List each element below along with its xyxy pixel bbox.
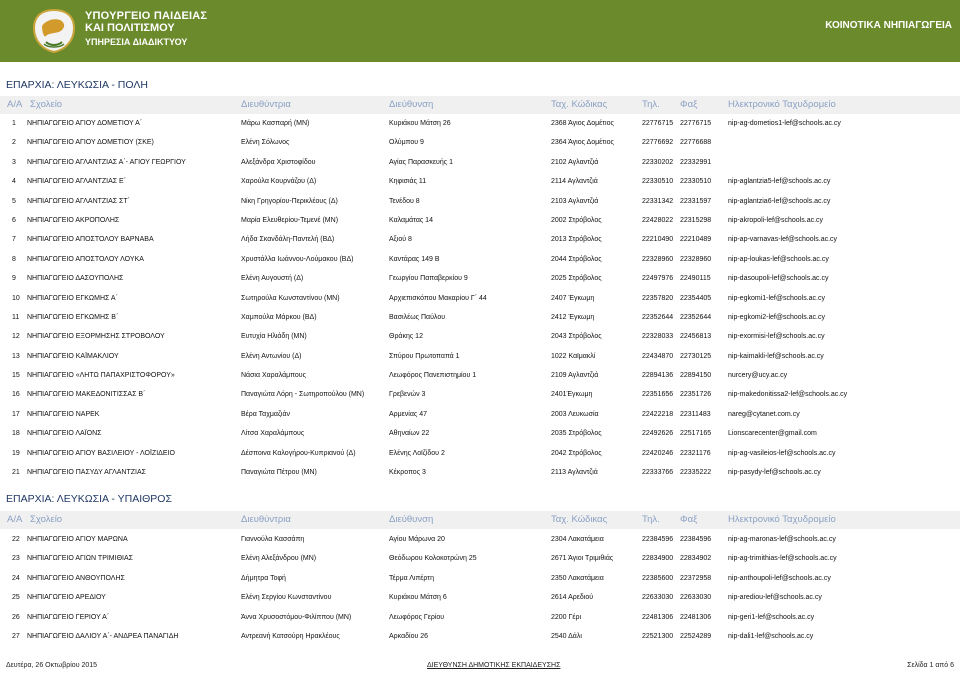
- email: nip-exormisi-lef@schools.ac.cy: [728, 333, 825, 341]
- address: Ολύμπου 9: [389, 139, 424, 147]
- phone: 22351656: [642, 391, 674, 399]
- row-number: 27: [12, 632, 20, 640]
- school-name: ΝΗΠΙΑΓΩΓΕΙΟ ΛΑΪΟΝΣ: [27, 430, 102, 438]
- col-num-header: Α/Α: [7, 99, 23, 110]
- col-num-header: Α/Α: [7, 514, 23, 525]
- email: nip-pasydy-lef@schools.ac.cy: [728, 469, 821, 477]
- email: nip-anthoupoli-lef@schools.ac.cy: [728, 574, 831, 582]
- table-header: [0, 96, 960, 114]
- row-number: 13: [12, 352, 20, 360]
- postal-code: 2200 Γέρι: [551, 613, 582, 621]
- row-number: 26: [12, 613, 20, 621]
- row-number: 22: [12, 536, 20, 543]
- address: Αγίου Μάρωνα 20: [389, 536, 445, 543]
- phone: 22521300: [642, 632, 674, 640]
- address: Θεόδωρου Κολοκοτρώνη 25: [389, 555, 477, 563]
- footer-page-number: Σελίδα 1 από 6: [907, 662, 954, 669]
- email: nip-ap-loukas-lef@schools.ac.cy: [728, 255, 829, 263]
- principal-name: Λήδα Σκανδάλη-Παντελή (ΒΔ): [241, 236, 335, 244]
- email: nip-egkomi2-lef@schools.ac.cy: [728, 313, 825, 321]
- principal-name: Ελένη Αντωνίου (Δ): [241, 352, 302, 360]
- col-postal-header: Ταχ. Κώδικας: [551, 99, 608, 110]
- table-row: [0, 368, 960, 387]
- fax: 22351726: [680, 391, 712, 399]
- table-row: [0, 252, 960, 271]
- school-name: ΝΗΠΙΑΓΩΓΕΙΟ ΑΓΙΩΝ ΤΡΙΜΙΘΙΑΣ: [27, 555, 133, 563]
- address: Ελένης Λοϊζίδου 2: [389, 449, 445, 457]
- postal-code: 2614 Αρεδιού: [551, 594, 594, 602]
- address: Τενέδου 8: [389, 197, 420, 205]
- row-number: 24: [12, 574, 20, 582]
- ministry-line-2: ΚΑΙ ΠΟΛΙΤΙΣΜΟΥ: [85, 22, 175, 34]
- school-name: ΝΗΠΙΑΓΩΓΕΙΟ ΕΓΚΩΜΗΣ Β΄: [27, 313, 119, 321]
- principal-name: Νίκη Γρηγορίου-Περικλέους (Δ): [241, 197, 338, 205]
- phone: 22834900: [642, 555, 674, 563]
- phone: 22384596: [642, 536, 674, 543]
- fax: 22328960: [680, 255, 712, 263]
- email: nip-arediou-lef@schools.ac.cy: [728, 594, 822, 602]
- email: nip-aglantzia6-lef@schools.ac.cy: [728, 197, 831, 205]
- principal-name: Αλεξάνδρα Χριστοφίδου: [241, 158, 316, 166]
- row-number: 5: [12, 197, 16, 205]
- postal-code: 2304 Λακατάμεια: [551, 536, 604, 543]
- school-name: ΝΗΠΙΑΓΩΓΕΙΟ ΠΑΣΥΔΥ ΑΓΛΑΝΤΖΙΑΣ: [27, 469, 146, 477]
- postal-code: 2368 Άγιος Δομέτιος: [551, 120, 614, 127]
- phone: 22428022: [642, 216, 674, 224]
- postal-code: 2002 Στρόβολος: [551, 216, 602, 224]
- school-name: ΝΗΠΙΑΓΩΓΕΙΟ ΑΓΙΟΥ ΔΟΜΕΤΙΟΥ Α΄: [27, 120, 143, 127]
- col-fax-header: Φαξ: [680, 514, 698, 525]
- row-number: 6: [12, 216, 16, 224]
- postal-code: 1022 Καϊμακλί: [551, 352, 596, 360]
- address: Κηφισιάς 11: [389, 178, 427, 186]
- col-fax-header: Φαξ: [680, 99, 698, 110]
- row-number: 16: [12, 391, 20, 399]
- fax: 22490115: [680, 275, 711, 283]
- col-postal-header: Ταχ. Κώδικας: [551, 514, 608, 525]
- fax: 22517165: [680, 430, 712, 438]
- row-number: 8: [12, 255, 16, 263]
- fax: 22456813: [680, 333, 712, 341]
- school-name: ΝΗΠΙΑΓΩΓΕΙΟ «ΛΗΤΩ ΠΑΠΑΧΡΙΣΤΟΦΟΡΟΥ»: [27, 372, 175, 380]
- phone: 22210490: [642, 236, 674, 244]
- address: Καλαμάτας 14: [389, 216, 433, 224]
- email: nip-makedonitissa2-lef@schools.ac.cy: [728, 391, 848, 399]
- school-name: ΝΗΠΙΑΓΩΓΕΙΟ ΑΓΛΑΝΤΖΙΑΣ ΣΤ΄: [27, 197, 130, 205]
- fax: 22311483: [680, 410, 711, 418]
- principal-name: Χαρούλα Κουρνάζου (Δ): [241, 178, 317, 186]
- table-row: [0, 629, 960, 648]
- principal-name: Βέρα Ταχμαζιάν: [241, 410, 291, 418]
- email: nip-ag-trimithias-lef@schools.ac.cy: [728, 555, 837, 563]
- fax: 22210489: [680, 236, 712, 244]
- email: nip-dali1-lef@schools.ac.cy: [728, 632, 814, 640]
- postal-code: 2671 Άγιοι Τριμιθιάς: [551, 555, 614, 563]
- principal-name: Δήμητρα Τοφή: [241, 574, 286, 582]
- col-school-header: Σχολείο: [30, 514, 63, 525]
- fax: 22524289: [680, 632, 712, 640]
- phone: 22328960: [642, 255, 674, 263]
- row-number: 9: [12, 275, 16, 283]
- fax: 22330510: [680, 178, 712, 186]
- phone: 22357820: [642, 294, 674, 302]
- postal-code: 2102 Αγλαντζιά: [551, 158, 599, 166]
- phone: 22352644: [642, 313, 674, 321]
- fax: 22321176: [680, 449, 711, 457]
- fax: 22384596: [680, 536, 712, 543]
- email: nip-aglantzia5-lef@schools.ac.cy: [728, 178, 831, 186]
- principal-name: Ευτυχία Ηλιάδη (ΜΝ): [241, 333, 307, 341]
- email: nip-geri1-lef@schools.ac.cy: [728, 613, 815, 621]
- fax: 22633030: [680, 594, 712, 602]
- ministry-line-1: ΥΠΟΥΡΓΕΙΟ ΠΑΙΔΕΙΑΣ: [85, 10, 208, 22]
- row-number: 23: [12, 555, 20, 563]
- col-principal-header: Διευθύντρια: [241, 514, 291, 525]
- school-name: ΝΗΠΙΑΓΩΓΕΙΟ ΑΠΟΣΤΟΛΟΥ ΒΑΡΝΑΒΑ: [27, 236, 154, 244]
- principal-name: Παναγιώτα Πέτρου (ΜΝ): [241, 469, 317, 477]
- phone: 22894136: [642, 372, 674, 380]
- postal-code: 2043 Στρόβολος: [551, 333, 602, 341]
- row-number: 21: [12, 469, 20, 477]
- table-row: [0, 426, 960, 445]
- row-number: 10: [12, 294, 20, 302]
- fax: 22776688: [680, 139, 712, 147]
- email: nip-ag-dometios1-lef@schools.ac.cy: [728, 120, 841, 127]
- school-name: ΝΗΠΙΑΓΩΓΕΙΟ ΔΑΛΙΟΥ Α΄- ΑΝΔΡΕΑ ΠΑΝΑΓΙΔΗ: [27, 632, 179, 640]
- col-address-header: Διεύθυνση: [389, 99, 434, 110]
- principal-name: Μαρία Ελευθερίου-Τεμενέ (ΜΝ): [241, 216, 339, 224]
- report-title: ΚΟΙΝΟΤΙΚΑ ΝΗΠΙΑΓΩΓΕΙΑ: [825, 20, 952, 31]
- school-name: ΝΗΠΙΑΓΩΓΕΙΟ ΚΑΪΜΑΚΛΙΟΥ: [27, 352, 119, 360]
- principal-name: Ελένη Αυγουστή (Δ): [241, 275, 304, 283]
- email: nurcery@ucy.ac.cy: [728, 372, 788, 380]
- postal-code: 2025 Στρόβολος: [551, 275, 602, 283]
- school-name: ΝΗΠΙΑΓΩΓΕΙΟ ΑΝΘΟΥΠΟΛΗΣ: [27, 574, 125, 582]
- email: nip-egkomi1-lef@schools.ac.cy: [728, 294, 825, 302]
- phone: 22333766: [642, 469, 674, 477]
- table-row: [0, 116, 960, 135]
- phone: 22420246: [642, 449, 674, 457]
- col-address-header: Διεύθυνση: [389, 514, 434, 525]
- col-principal-header: Διευθύντρια: [241, 99, 291, 110]
- table-row: [0, 135, 960, 154]
- email: nip-ag-vasileios-lef@schools.ac.cy: [728, 449, 836, 457]
- phone: 22330202: [642, 158, 674, 166]
- table-row: [0, 213, 960, 232]
- address: Βασιλέως Παύλου: [389, 313, 446, 321]
- row-number: 3: [12, 158, 16, 166]
- address: Κυριάκου Μάτση 6: [389, 594, 447, 602]
- address: Σπύρου Πρωτοπαπά 1: [389, 352, 460, 360]
- service-name: ΥΠΗΡΕΣΙΑ ΔΙΑΔΙΚΤΥΟΥ: [85, 37, 188, 47]
- principal-name: Σωτηρούλα Κωνσταντίνου (ΜΝ): [241, 294, 340, 302]
- principal-name: Αντρεανή Κατσούρη Ηρακλέους: [241, 632, 340, 640]
- principal-name: Γιαννούλα Κασσάπη: [241, 536, 305, 543]
- fax: 22481306: [680, 613, 712, 621]
- phone: 22776715: [642, 120, 674, 127]
- phone: 22492626: [642, 430, 674, 438]
- fax: 22776715: [680, 120, 712, 127]
- phone: 22497976: [642, 275, 674, 283]
- region-title: ΕΠΑΡΧΙΑ: ΛΕΥΚΩΣΙΑ - ΠΟΛΗ: [6, 79, 148, 91]
- postal-code: 2350 Λακατάμεια: [551, 574, 604, 582]
- postal-code: 2540 Δάλι: [551, 632, 582, 640]
- school-name: ΝΗΠΙΑΓΩΓΕΙΟ ΕΞΟΡΜΗΣΗΣ ΣΤΡΟΒΟΛΟΥ: [27, 333, 165, 341]
- phone: 22331342: [642, 197, 674, 205]
- address: Λεωφόρος Γερίου: [389, 613, 445, 621]
- table-row: [0, 155, 960, 174]
- address: Θράκης 12: [389, 333, 423, 341]
- school-name: ΝΗΠΙΑΓΩΓΕΙΟ ΜΑΚΕΔΟΝΙΤΙΣΣΑΣ Β΄: [27, 391, 146, 399]
- table-row: [0, 387, 960, 406]
- postal-code: 2044 Στρόβολος: [551, 255, 602, 263]
- coat-of-arms-icon: [32, 8, 76, 54]
- address: Αθηναίων 22: [389, 430, 430, 438]
- school-name: ΝΗΠΙΑΓΩΓΕΙΟ ΑΓΛΑΝΤΖΙΑΣ Ε΄: [27, 178, 127, 186]
- address: Γεωργίου Παπαβερκίου 9: [389, 275, 468, 283]
- table-row: [0, 349, 960, 368]
- fax: 22730125: [680, 352, 712, 360]
- table-row: [0, 194, 960, 213]
- row-number: 2: [12, 139, 16, 147]
- fax: 22372958: [680, 574, 712, 582]
- address: Κυριάκου Μάτση 26: [389, 120, 451, 127]
- table-row: [0, 407, 960, 426]
- school-name: ΝΗΠΙΑΓΩΓΕΙΟ ΑΓΙΟΥ ΔΟΜΕΤΙΟΥ (ΣΚΕ): [27, 139, 154, 147]
- col-phone-header: Τηλ.: [642, 514, 660, 525]
- school-name: ΝΗΠΙΑΓΩΓΕΙΟ ΕΓΚΩΜΗΣ Α΄: [27, 294, 118, 302]
- address: Αξιού 8: [389, 236, 412, 244]
- postal-code: 2013 Στρόβολος: [551, 236, 602, 244]
- principal-name: Μάρω Κασπαρή (ΜΝ): [241, 120, 310, 127]
- address: Κέκροπος 3: [389, 469, 426, 477]
- col-email-header: Ηλεκτρονικό Ταχυδρομείο: [728, 99, 836, 110]
- principal-name: Ελένη Σόλωνος: [241, 139, 290, 147]
- phone: 22422218: [642, 410, 674, 418]
- principal-name: Λίτσα Χαραλάμπους: [241, 430, 305, 438]
- row-number: 19: [12, 449, 20, 457]
- school-name: ΝΗΠΙΑΓΩΓΕΙΟ ΓΕΡΙΟΥ Α΄: [27, 613, 110, 621]
- footer-date: Δευτέρα, 26 Οκτωβρίου 2015: [6, 662, 98, 669]
- row-number: 15: [12, 372, 20, 380]
- fax: 22315298: [680, 216, 712, 224]
- table-row: [0, 551, 960, 570]
- row-number: 7: [12, 236, 16, 244]
- col-email-header: Ηλεκτρονικό Ταχυδρομείο: [728, 514, 836, 525]
- phone: 22330510: [642, 178, 674, 186]
- table-row: [0, 590, 960, 609]
- school-name: ΝΗΠΙΑΓΩΓΕΙΟ ΑΚΡΟΠΟΛΗΣ: [27, 216, 120, 224]
- postal-code: 2401Έγκωμη: [551, 391, 593, 399]
- table-row: [0, 532, 960, 551]
- school-name: ΝΗΠΙΑΓΩΓΕΙΟ ΔΑΣΟΥΠΟΛΗΣ: [27, 275, 124, 283]
- fax: 22894150: [680, 372, 712, 380]
- address: Αρκαδίου 26: [389, 632, 429, 640]
- header-banner: [0, 0, 960, 62]
- school-name: ΝΗΠΙΑΓΩΓΕΙΟ ΑΓΙΟΥ ΒΑΣΙΛΕΙΟΥ - ΛΟΪΖΙΔΕΙΟ: [27, 449, 175, 457]
- address: Τέρμα Λιπέρτη: [389, 574, 434, 582]
- postal-code: 2109 Αγλαντζιά: [551, 372, 599, 380]
- table-row: [0, 271, 960, 290]
- email: nareg@cytanet.com.cy: [728, 410, 800, 418]
- principal-name: Ελένη Αλεξάνδρου (ΜΝ): [241, 555, 317, 563]
- page-footer: [0, 660, 960, 672]
- address: Λεωφόρος Πανεπιστημίου 1: [389, 372, 477, 380]
- fax: 22335222: [680, 469, 712, 477]
- email: nip-kaimakli-lef@schools.ac.cy: [728, 352, 824, 360]
- address: Αρχιεπισκόπου Μακαρίου Γ΄ 44: [389, 294, 487, 302]
- postal-code: 2042 Στρόβολος: [551, 449, 602, 457]
- table-row: [0, 310, 960, 329]
- principal-name: Δέσποινα Καλογήρου-Κυπριανού (Δ): [241, 449, 356, 457]
- table-row: [0, 174, 960, 193]
- address: Καντάρας 149 Β: [389, 255, 440, 263]
- row-number: 11: [12, 313, 20, 321]
- postal-code: 2003 Λευκωσία: [551, 410, 599, 418]
- principal-name: Χρυστάλλα Ιωάννου-Λούμακου (ΒΔ): [241, 255, 354, 263]
- school-table: [0, 116, 960, 484]
- row-number: 25: [12, 594, 20, 602]
- phone: 22481306: [642, 613, 674, 621]
- email: Lionscarecenter@gmail.com: [728, 430, 817, 438]
- address: Αρμενίας 47: [389, 410, 428, 418]
- fax: 22354405: [680, 294, 712, 302]
- table-row: [0, 329, 960, 348]
- email: nip-akropoli-lef@schools.ac.cy: [728, 216, 824, 224]
- email: nip-ag-maronas-lef@schools.ac.cy: [728, 536, 836, 543]
- table-row: [0, 571, 960, 590]
- postal-code: 2114 Αγλαντζιά: [551, 178, 598, 186]
- table-row: [0, 446, 960, 465]
- principal-name: Άννα Χρυσοστόμου-Φιλίππου (ΜΝ): [241, 613, 352, 621]
- phone: 22328033: [642, 333, 674, 341]
- fax: 22332991: [680, 158, 712, 166]
- fax: 22352644: [680, 313, 712, 321]
- address: Γρεβενών 3: [389, 391, 426, 399]
- school-name: ΝΗΠΙΑΓΩΓΕΙΟ ΑΓΙΟΥ ΜΑΡΩΝΑ: [27, 536, 128, 543]
- principal-name: Νάσια Χαραλάμπους: [241, 372, 307, 380]
- postal-code: 2412 Έγκωμη: [551, 313, 595, 321]
- row-number: 4: [12, 178, 16, 186]
- ministry-name: [85, 11, 207, 49]
- row-number: 18: [12, 430, 20, 438]
- col-school-header: Σχολείο: [30, 99, 63, 110]
- table-row: [0, 465, 960, 484]
- table-row: [0, 232, 960, 251]
- fax: 22834902: [680, 555, 712, 563]
- table-row: [0, 291, 960, 310]
- postal-code: 2407 Έγκωμη: [551, 294, 595, 302]
- phone: 22385600: [642, 574, 674, 582]
- email: nip-ap-varnavas-lef@schools.ac.cy: [728, 236, 838, 244]
- school-name: ΝΗΠΙΑΓΩΓΕΙΟ ΑΡΕΔΙΟΥ: [27, 594, 106, 602]
- school-name: ΝΗΠΙΑΓΩΓΕΙΟ ΝΑΡΕΚ: [27, 410, 100, 418]
- school-name: ΝΗΠΙΑΓΩΓΕΙΟ ΑΠΟΣΤΟΛΟΥ ΛΟΥΚΑ: [27, 255, 144, 263]
- postal-code: 2113 Αγλαντζιά: [551, 469, 598, 477]
- principal-name: Χαμπούλα Μάρκου (ΒΔ): [241, 313, 317, 321]
- col-phone-header: Τηλ.: [642, 99, 660, 110]
- phone: 22434870: [642, 352, 674, 360]
- address: Αγίας Παρασκευής 1: [389, 158, 453, 166]
- region-title: ΕΠΑΡΧΙΑ: ΛΕΥΚΩΣΙΑ - ΥΠΑΙΘΡΟΣ: [6, 493, 172, 505]
- fax: 22331597: [680, 197, 712, 205]
- row-number: 12: [12, 333, 20, 341]
- school-name: ΝΗΠΙΑΓΩΓΕΙΟ ΑΓΛΑΝΤΖΙΑΣ Α΄- ΑΓΙΟΥ ΓΕΩΡΓΙΟΥ: [27, 158, 186, 166]
- principal-name: Παναγιώτα Λόρη - Σωτηροπούλου (ΜΝ): [241, 391, 365, 399]
- school-table: [0, 532, 960, 648]
- row-number: 1: [12, 120, 16, 127]
- table-header: [0, 511, 960, 529]
- phone: 22776692: [642, 139, 674, 147]
- table-row: [0, 610, 960, 629]
- phone: 22633030: [642, 594, 674, 602]
- postal-code: 2103 Αγλαντζιά: [551, 197, 599, 205]
- email: nip-dasoupoli-lef@schools.ac.cy: [728, 275, 829, 283]
- row-number: 17: [12, 410, 20, 418]
- postal-code: 2035 Στρόβολος: [551, 430, 602, 438]
- principal-name: Ελένη Σεργίου Κωνσταντίνου: [241, 594, 332, 602]
- postal-code: 2364 Άγιος Δομέτιος: [551, 139, 614, 147]
- footer-department: ΔΙΕΥΘΥΝΣΗ ΔΗΜΟΤΙΚΗΣ ΕΚΠΑΙΔΕΥΣΗΣ: [427, 662, 561, 669]
